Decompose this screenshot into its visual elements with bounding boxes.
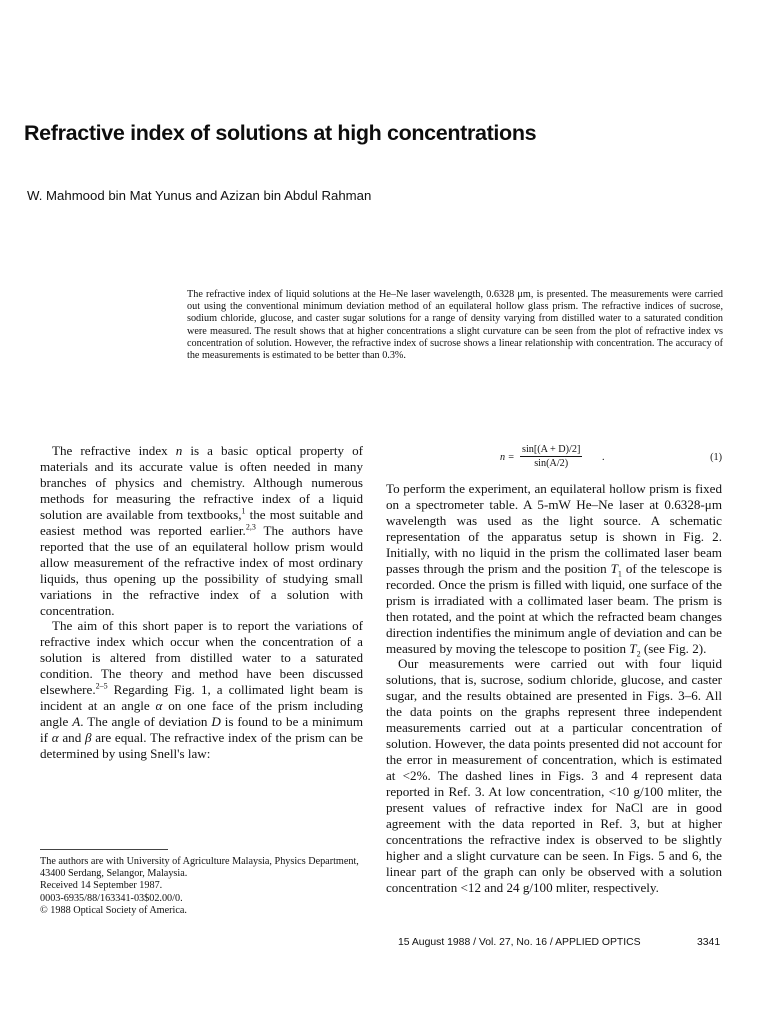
footnote [40,856,366,917]
footnote-rule [40,849,168,850]
citation-ref: 1 [241,506,246,516]
left-column [40,443,363,762]
footnote-code: 0003-6935/88/163341-03$02.00/0. [40,892,183,904]
equation-number: (1) [710,452,722,463]
intro-paragraph: The refractive index n is a basic optical property of materials and its accurate value is often needed in many branches of physics and chemistry. Although numerous methods for measuring the refractive index of a liquid solution are available from textbooks,$^1$ the most suitable and easiest method was reported earlier.$^{2,3}$ The authors have reported that the use of an equilateral hollow prism would allow measurement of the refractive index of most ordinary liquids, thus opening up the possibility of studying small variations in the refractive index of a solution with concentration. [40,443,364,618]
equation-fraction [520,444,582,469]
citation-ref: 2–5 [95,681,108,691]
equation-numerator: sin[(A + D)/2] [522,444,581,455]
author-list: W. Mahmood bin Mat Yunus and Azizan bin Abdul Rahman [27,188,372,203]
snell-equation [500,444,722,474]
page-number: 3341 [697,937,721,948]
footnote-copyright: © 1988 Optical Society of America. [40,904,187,916]
aim-paragraph: The aim of this short paper is to report the variations of refractive index which occur when the concentration of a solution is altered from distilled water to a saturated condition. The theory and method have been discussed elsewhere.$^{2-5}$ Regarding Fig. 1, a collimated light beam is incident at an angle α on one face of the prism including angle A. The angle of deviation D is found to be a minimum if α and β are equal. The refractive index of the prism can be determined by using Snell's law: [40,618,363,762]
journal-footer: 15 August 1988 / Vol. 27, No. 16 / APPLIED OPTICS [398,937,641,948]
footnote-affiliation: The authors are with University of Agriculture Malaysia, Physics Department, 43400 Serdang, Selangor, Malaysia. [40,856,359,880]
equation-lhs: n = [500,452,515,463]
experiment-paragraph: To perform the experiment, an equilateral hollow prism is fixed on a spectrometer table. A 5-mW He–Ne laser at 0.6328-μm wavelength was used as the light source. A schematic representation of the apparatus setup is shown in Fig. 2. Initially, with no liquid in the prism the collimated laser beam passes through the prism and the position $T_1$ of the telescope is recorded. Once the prism is filled with liquid, one surface of the prism is irradiated with a collimated laser beam. The prism is then rotated, and the point at which the refracted beam changes direction indentifies the minimum angle of deviation and can be measured by moving the telescope to position $T_2$ (see Fig. 2). [386,481,722,659]
footnote-received: Received 14 September 1987. [40,880,163,892]
abstract: The refractive index of liquid solutions at the He–Ne laser wavelength, 0.6328 μm, is presented. The measurements were carried out using the conventional minimum deviation method of an equilateral hollow glass prism. The refractive indices of sucrose, sodium chloride, glucose, and caster sugar solutions for a range of density varying from distilled water to a saturated condition were measured. The result shows that at higher concentrations a slight curvature can be seen from the plot of refractive index vs concentration of solution. However, the refractive index of sucrose shows a linear relationship with concentration. The accuracy of the measurements is estimated to be better than 0.3%. [187,289,723,362]
equation-denominator: sin(A/2) [534,458,569,469]
right-column [386,481,722,896]
results-paragraph: Our measurements were carried out with four liquid solutions, that is, sucrose, sodium chloride, glucose, and caster sugar, and the results obtained are presented in Figs. 3–6. All the data points on the graphs represent three independent measurements carried out at a particular concentration of solution. However, the data points presented did not account for the error in measurement of concentration, which is estimated at <2%. The dashed lines in Figs. 3 and 4 represent data reported in Ref. 3. At low concentration, <10 g/100 mliter, the present values of refractive index for NaCl are in good agreement with the data reported in Ref. 3, but at higher concentrations the refractive index is observed to be slightly higher and a slight curvature can be seen. In Figs. 5 and 6, the linear part of the graph can only be observed with a solution concentration <12 and 24 g/100 mliter, respectively. [386,656,722,895]
paper-title: Refractive index of solutions at high concentrations [24,121,537,145]
equation-period: . [602,452,605,463]
citation-ref: 2,3 [245,522,256,532]
